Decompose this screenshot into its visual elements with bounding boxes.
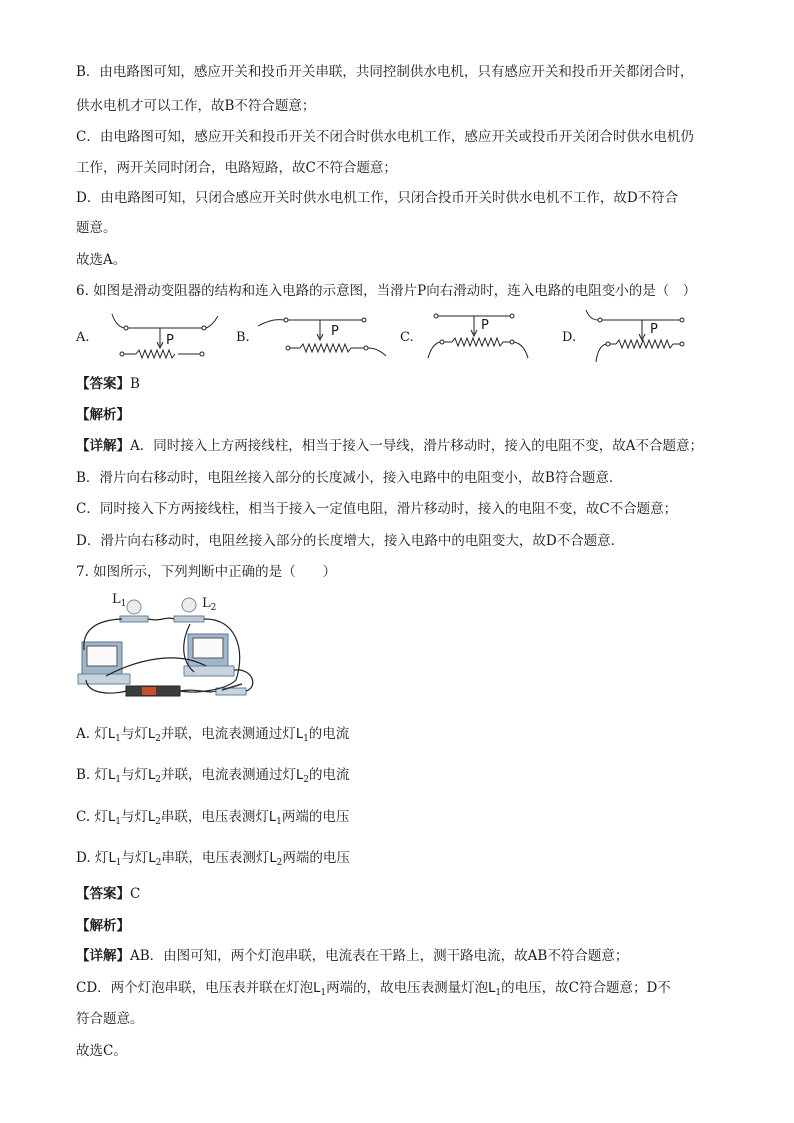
circuit-svg <box>76 590 266 705</box>
q7-option-d: D. 灯$L_1$与灯$L_2$串联，电压表测灯$L_2$两端的电压 <box>76 850 350 868</box>
answer-7 <box>76 884 140 904</box>
text-line: 题意。 <box>76 220 117 236</box>
q7-option-b: B. 灯$L_1$与灯$L_2$并联，电流表测通过灯$L_2$的电流 <box>76 767 350 785</box>
detail-6d: D．滑片向右移动时，电阻丝接入部分的长度增大，接入电路中的电阻变大，故D不合题意． <box>76 533 625 549</box>
bulb-l1-label: $L_1$ <box>112 592 127 609</box>
option-b-label: B. <box>236 330 250 345</box>
option-c-label: C. <box>400 330 414 345</box>
answer-label: 【答案】 <box>76 376 130 392</box>
analysis-label-6: 【解析】 <box>76 407 130 423</box>
slider-label-a: P <box>166 333 174 348</box>
option-a-label: A. <box>76 330 90 345</box>
q7-option-c: C. 灯$L_1$与灯$L_2$串联，电压表测灯$L_1$两端的电压 <box>76 809 350 827</box>
answer-label: 【答案】 <box>76 886 130 902</box>
rheostat-svg <box>76 308 726 368</box>
final-answer-7: 故选C。 <box>76 1043 127 1059</box>
detail-6a <box>76 436 703 456</box>
answer-value: B <box>130 376 140 392</box>
text-line: B．由电路图可知，感应开关和投币开关串联，共同控制供水电机，只有感应开关和投币开关都闭合时， <box>76 64 694 80</box>
analysis-label-7: 【解析】 <box>76 918 130 934</box>
question-7: 7. 如图所示，下列判断中正确的是（ ） <box>76 564 337 580</box>
detail-6b: B．滑片向右移动时，电阻丝接入部分的长度减小，接入电路中的电阻变小，故B符合题意． <box>76 470 623 486</box>
q7-option-a: A. 灯$L_1$与灯$L_2$并联，电流表测通过灯$L_1$的电流 <box>76 726 350 744</box>
detail-label: 【详解】 <box>76 438 130 454</box>
text-line: 工作，两开关同时闭合，电路短路，故C不符合题意； <box>76 160 397 176</box>
slider-label-d: P <box>650 322 658 337</box>
answer-6 <box>76 374 140 394</box>
text-line: 供水电机才可以工作，故B不符合题意； <box>76 98 316 114</box>
slider-label-b: P <box>331 324 339 339</box>
option-d-label: D. <box>562 330 577 345</box>
text-line: C．由电路图可知，感应开关和投币开关不闭合时供水电机工作，感应开关或投币开关闭合时供水电机仍 <box>76 129 694 145</box>
text-line: D．由电路图可知，只闭合感应开关时供水电机工作，只闭合投币开关时供水电机不工作，故D不符合 <box>76 190 679 206</box>
detail-7cd: CD．两个灯泡串联，电压表并联在灯泡$L_1$两端的，故电压表测量灯泡$L_1$的电压，故C符合题意；D不 <box>76 980 671 998</box>
detail-7cd-cont: 符合题意。 <box>76 1011 144 1027</box>
detail-text: AB．由图可知，两个灯泡串联，电流表在干路上，测干路电流，故AB不符合题意； <box>130 948 629 964</box>
text-line: 故选A。 <box>76 252 127 268</box>
rheostat-diagrams <box>76 308 726 368</box>
circuit-photo <box>76 590 266 705</box>
detail-7ab <box>76 946 628 966</box>
detail-text: A．同时接入上方两接线柱，相当于接入一导线，滑片移动时，接入的电阻不变，故A不合题意； <box>130 438 703 454</box>
bulb-l2-label: $L_2$ <box>202 596 217 613</box>
detail-label: 【详解】 <box>76 948 130 964</box>
detail-6c: C．同时接入下方两接线柱，相当于接入一定值电阻，滑片移动时，接入的电阻不变，故C不合题意； <box>76 501 678 517</box>
question-6: 6. 如图是滑动变阻器的结构和连入电路的示意图，当滑片P向右滑动时，连入电路的电阻变小的是（ ） <box>76 283 697 299</box>
slider-label-c: P <box>481 318 489 333</box>
answer-value: C <box>130 886 141 902</box>
